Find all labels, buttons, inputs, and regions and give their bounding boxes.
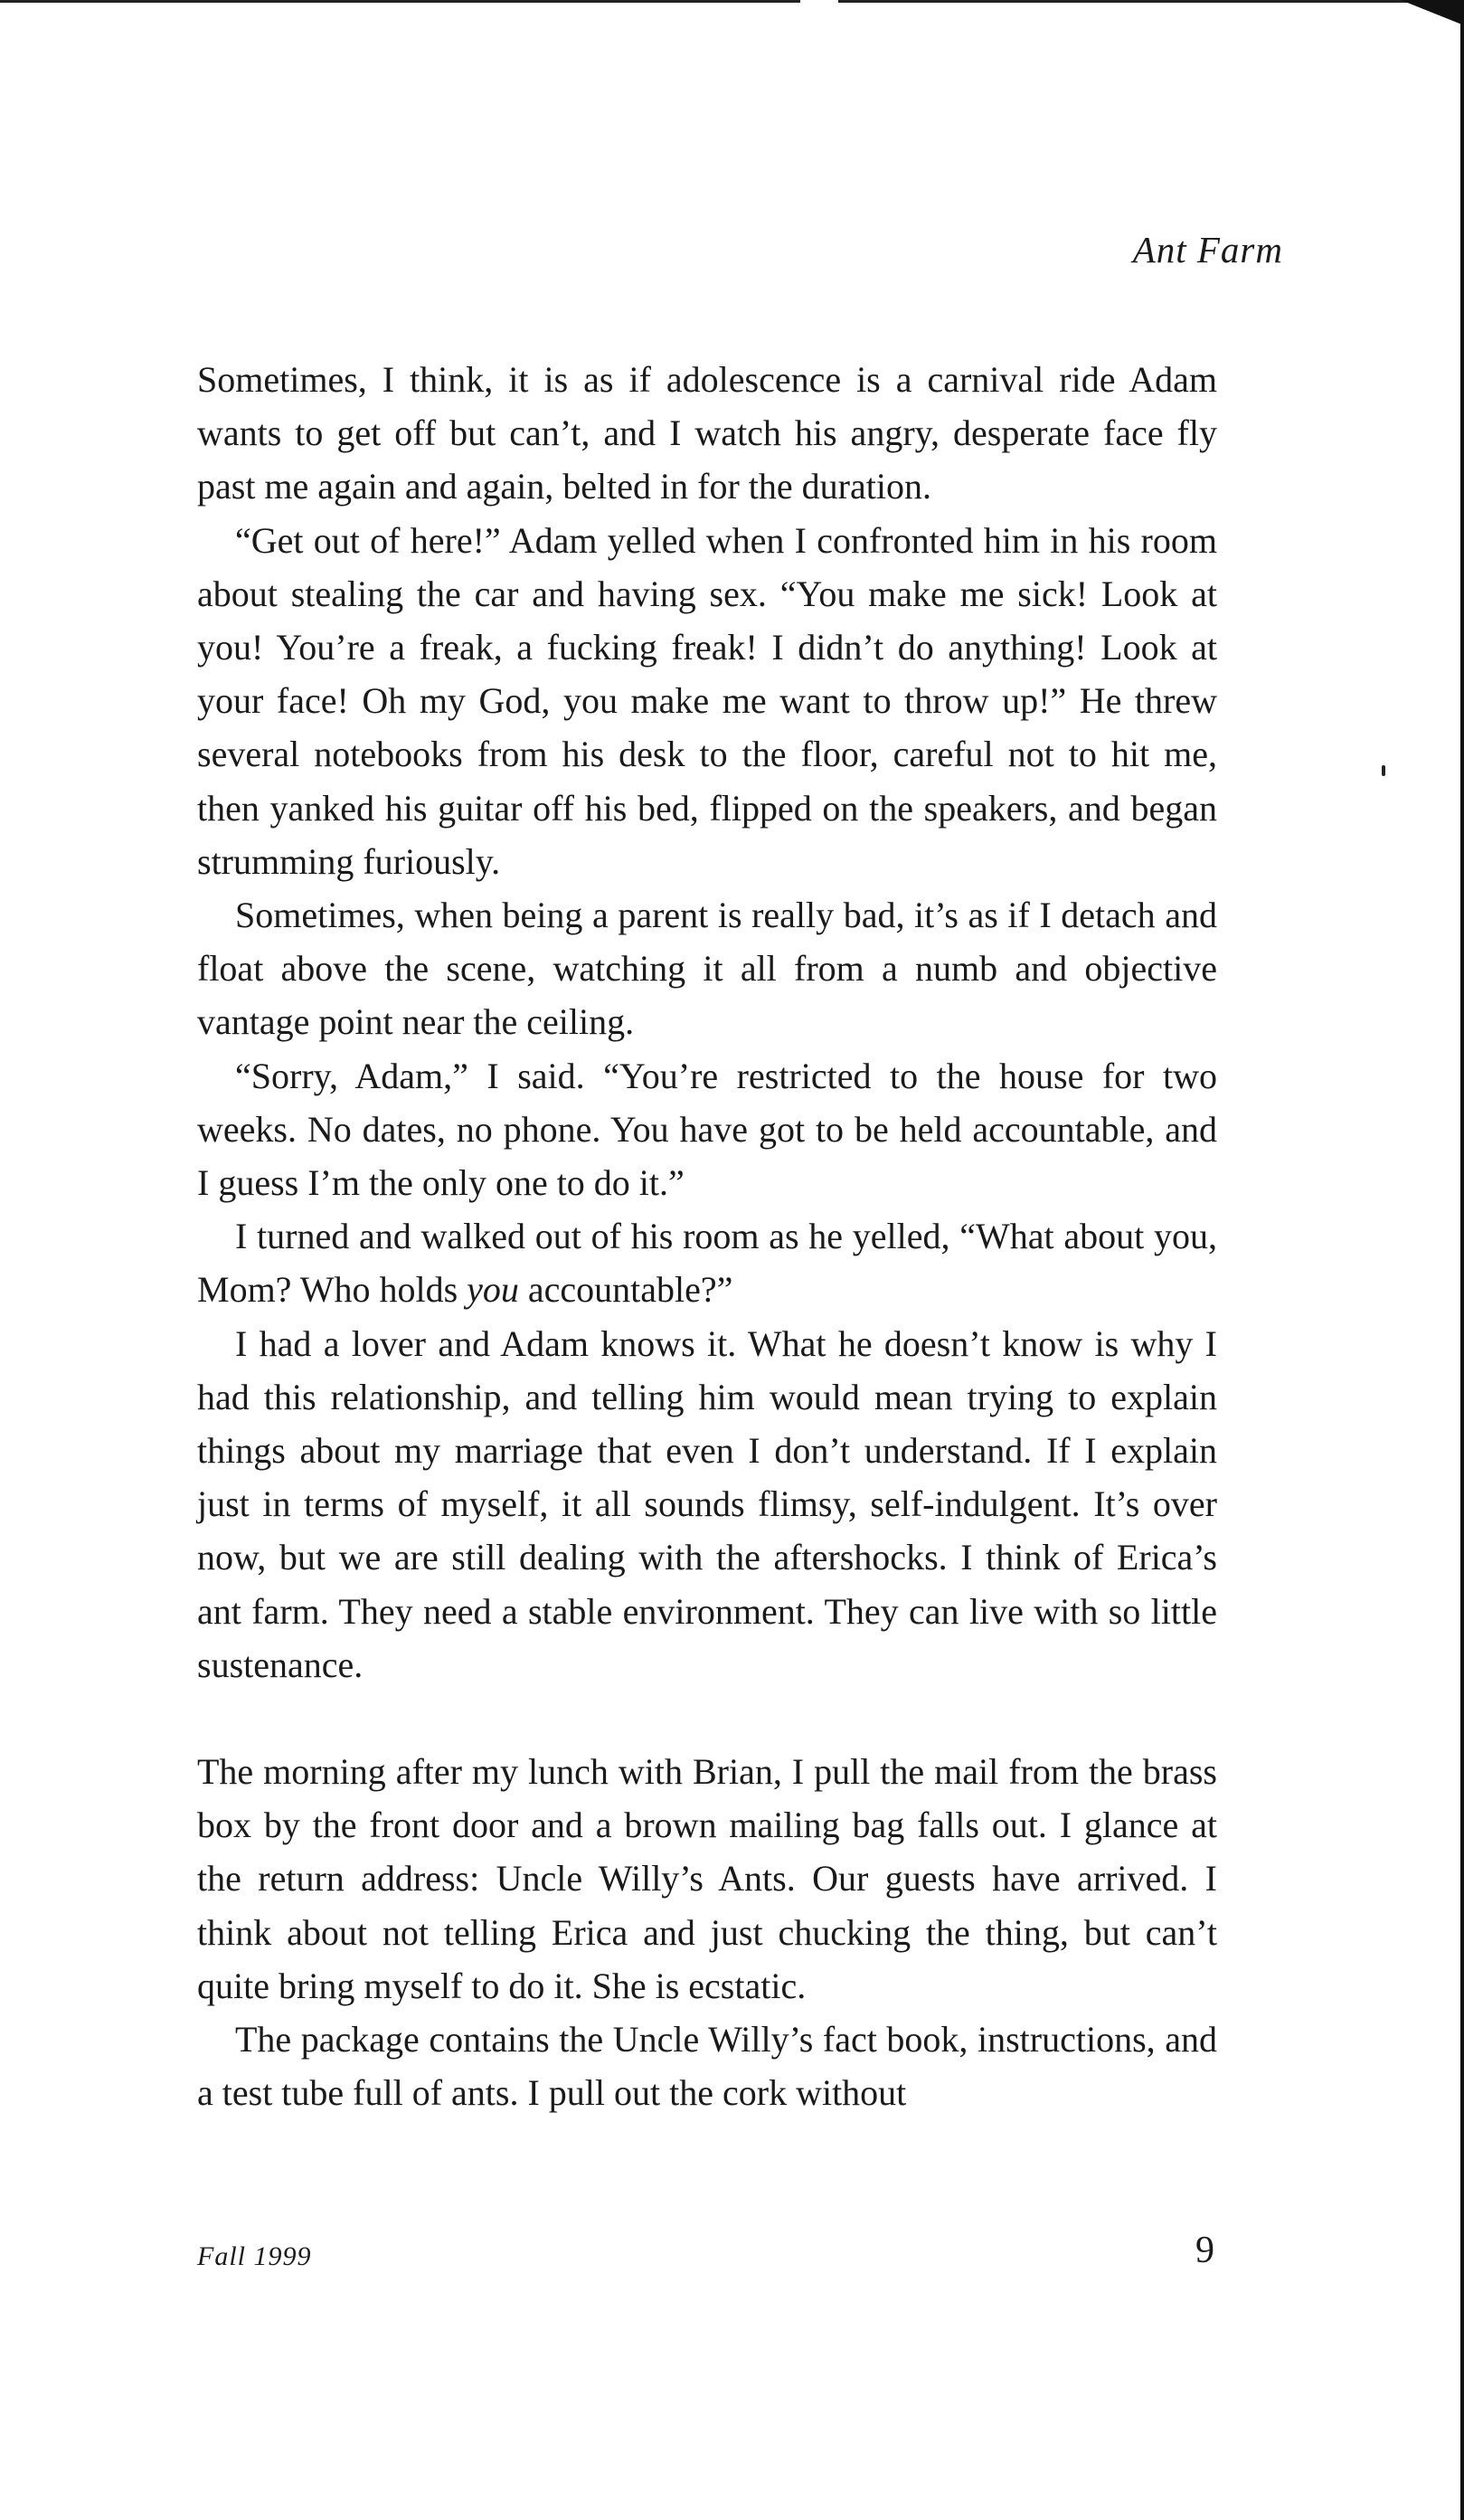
- stray-ink-mark: [1382, 765, 1385, 776]
- paragraph-text: I turned and walked out of his room as he yelled, “What about you, Mom? Who holds: [197, 1216, 1217, 1311]
- paragraph: “Get out of here!” Adam yelled when I confronted him in his room about stealing the car and having sex. “You make me sick! Look at you! You’re a freak, a fucking freak! I didn’t do anything! Look at your face! Oh my God, you make me want to throw up!” He threw several notebooks from his desk to the floor, careful not to hit me, then yanked his guitar off his bed, flipped on the speakers, and began strumming furiously.: [197, 519, 1217, 882]
- paragraph: The morning after my lunch with Brian, I pull the mail from the brass box by the front door and a brown mailing bag falls out. I glance at the return address: Uncle Willy’s Ants. Our guests have arrived. I think about not telling Erica and just chucking the thing, but can’t quite bring myself to do it. She is ecstatic.: [197, 1751, 1217, 2006]
- paragraph: Sometimes, when being a parent is really bad, it’s as if I detach and float above the scene, watching it all from a numb and objective vantage point near the ceiling.: [197, 895, 1217, 1043]
- paragraph-text: accountable?”: [518, 1269, 733, 1311]
- emphasis-text: you: [467, 1269, 519, 1311]
- running-head-title: Ant Farm: [1132, 229, 1283, 270]
- footer-issue: Fall 1999: [197, 2241, 312, 2271]
- paragraph: I had a lover and Adam knows it. What he doesn’t know is why I had this relationship, and telling him would mean trying to explain things about my marriage that even I don’t understand. If I explain just in terms of myself, it all sounds flimsy, self-indulgent. It’s over now, but we are still dealing with the aftershocks. I think of Erica’s ant farm. They need a stable environment. They can live with so little sustenance.: [197, 1322, 1217, 1685]
- corner-crop-mark: [1401, 0, 1464, 25]
- paragraph: The package contains the Uncle Willy’s fact book, instructions, and a test tube full of ants. I pull out the cork without: [197, 2019, 1217, 2114]
- paragraph: Sometimes, I think, it is as if adolescence is a carnival ride Adam wants to get off but can’t, and I watch his angry, desperate face fly past me again and again, belted in for the duration.: [197, 359, 1217, 507]
- top-border-gap: [800, 0, 838, 4]
- paragraph: [197, 1209, 1217, 1316]
- page-number: 9: [1195, 2230, 1214, 2271]
- paragraph: “Sorry, Adam,” I said. “You’re restricted to the house for two weeks. No dates, no phone. You have got to be held accountable, and I guess I’m the only one to do it.”: [197, 1055, 1217, 1204]
- right-page-edge: [1460, 0, 1464, 2520]
- top-border-rule: [0, 0, 1464, 3]
- body-text: [197, 353, 1217, 2120]
- section-break: [197, 1691, 1217, 1745]
